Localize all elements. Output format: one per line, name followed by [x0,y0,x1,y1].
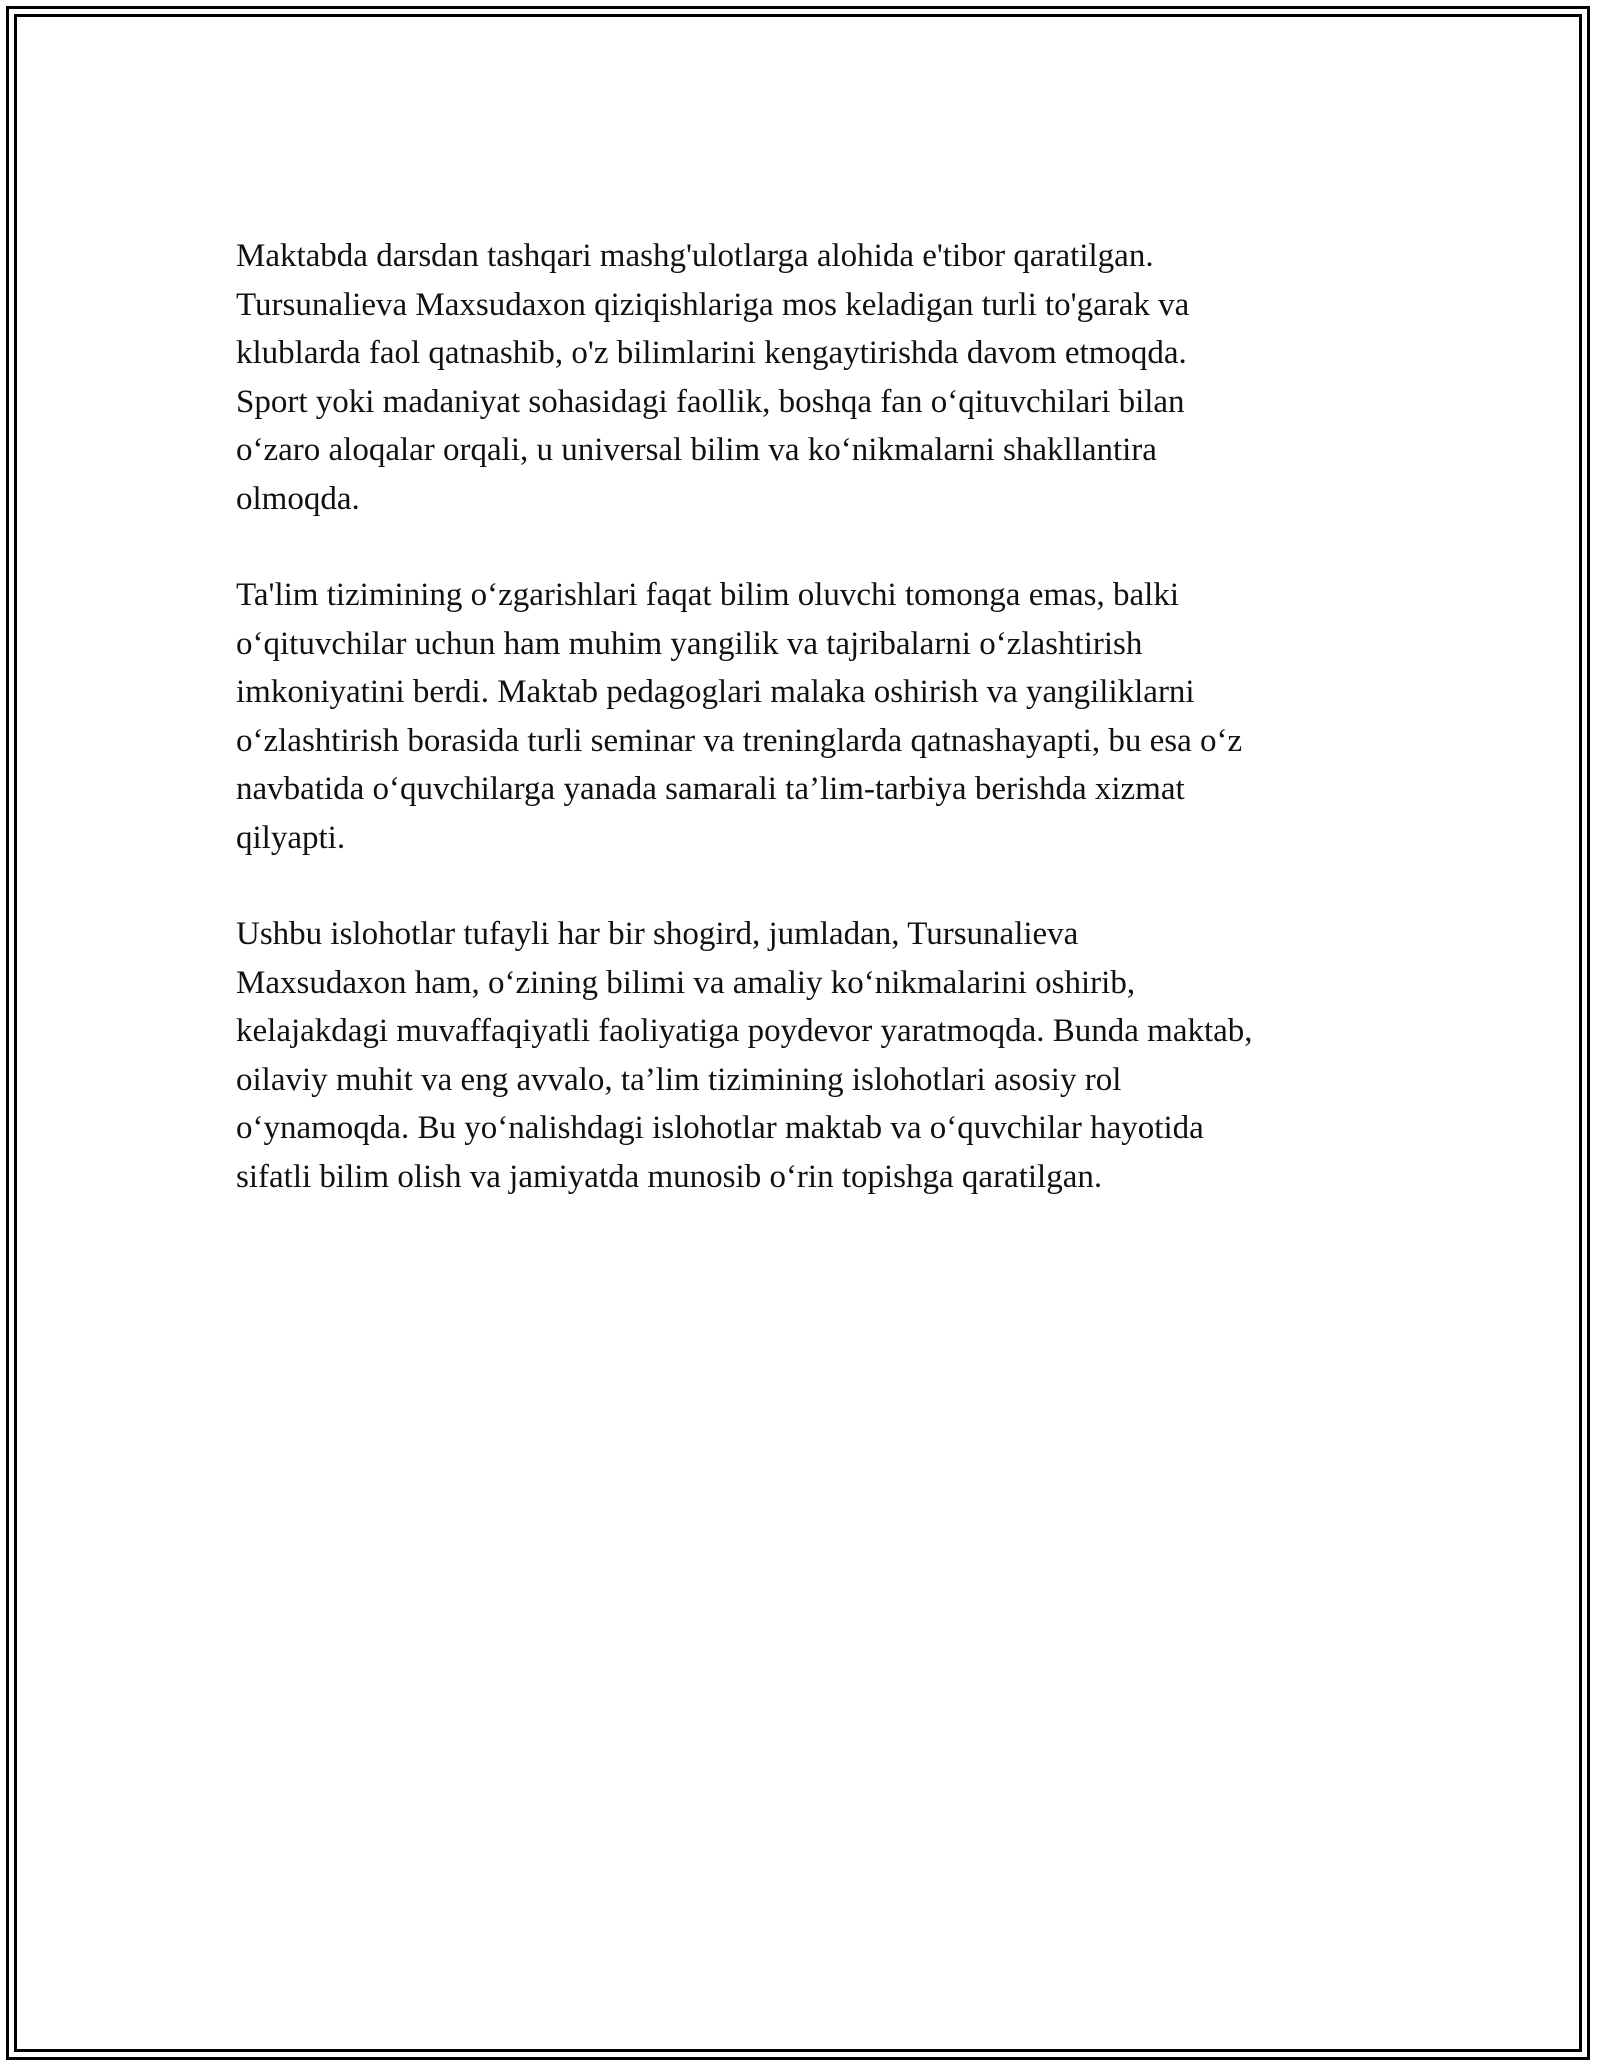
text-line: Maktabda darsdan tashqari mashg'ulotlarga alohida e'tibor qaratilgan. [236,238,1154,274]
text-line: Tursunalieva Maxsudaxon qiziqishlariga mos keladigan turli to'garak va [236,286,1190,323]
document-body [236,232,1376,1249]
text-line: olmoqda. [236,480,360,517]
text-line: o‘ynamoqda. Bu yo‘nalishdagi islohotlar maktab va o‘quvchilar hayotida [236,1110,1204,1146]
text-line: klublarda faol qatnashib, o'z bilimlarini kengaytirishda davom etmoqda. [236,335,1187,371]
paragraph-extracurricular [236,232,1376,523]
text-line: Ta'lim tizimining o‘zgarishlari faqat bilim oluvchi tomonga emas, balki [236,577,1179,613]
text-line: o‘zlashtirish borasida turli seminar va treninglarda qatnashayapti, bu esa o‘z [236,722,1243,759]
text-line: navbatida o‘quvchilarga yanada samarali ta’lim-tarbiya berishda xizmat [236,771,1185,807]
text-line: Ushbu islohotlar tufayli har bir shogird, jumladan, Tursunalieva [236,916,1079,952]
text-line: imkoniyatini berdi. Maktab pedagoglari malaka oshirish va yangiliklarni [236,674,1195,710]
paragraph-education-changes [236,571,1376,862]
text-line: kelajakdagi muvaffaqiyatli faoliyatiga poydevor yaratmoqda. Bunda maktab, [236,1013,1253,1049]
paragraph-reforms [236,910,1376,1201]
text-line: sifatli bilim olish va jamiyatda munosib o‘rin topishga qaratilgan. [236,1158,1103,1195]
text-line: o‘zaro aloqalar orqali, u universal bilim va ko‘nikmalarni shakllantira [236,432,1157,468]
text-line: qilyapti. [236,819,346,856]
text-line: oilaviy muhit va eng avvalo, ta’lim tizimining islohotlari asosiy rol [236,1061,1122,1098]
text-line: o‘qituvchilar uchun ham muhim yangilik va tajribalarni o‘zlashtirish [236,625,1143,662]
text-line: Maxsudaxon ham, o‘zining bilimi va amaliy ko‘nikmalarini oshirib, [236,964,1136,1001]
text-line: Sport yoki madaniyat sohasidagi faollik, boshqa fan o‘qituvchilari bilan [236,383,1185,420]
